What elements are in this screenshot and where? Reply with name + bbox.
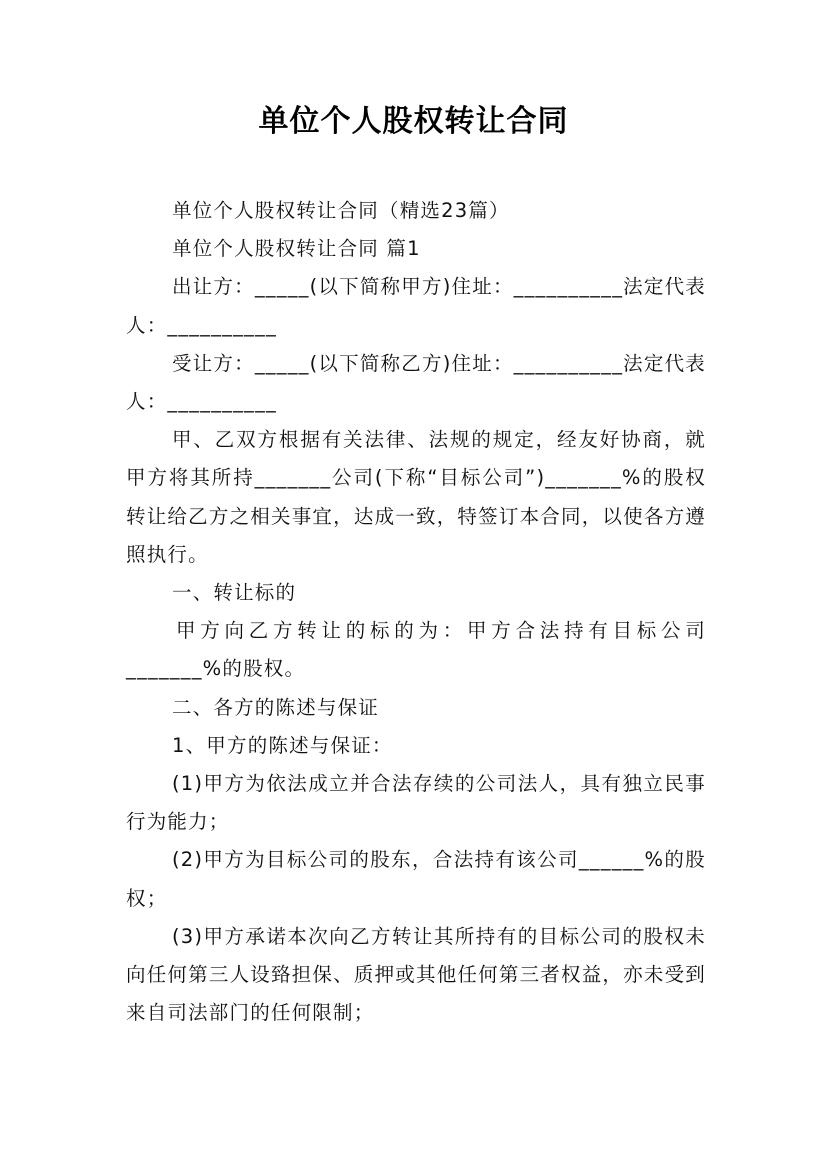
clause-heading-2: 二、各方的陈述与保证 — [172, 695, 380, 719]
transferee-paragraph: 受让方：_____(以下简称乙方)住址：__________法定代表人：__________ — [126, 351, 706, 414]
subtitle-paragraph: 单位个人股权转让合同（精选23篇） — [172, 199, 510, 222]
clause-2-1-item-1: (1)甲方为依法成立并合法存续的公司法人，具有独立民事行为能力； — [126, 772, 706, 834]
document-body — [126, 192, 706, 1032]
preamble-paragraph: 甲、乙双方根据有关法律、法规的规定，经友好协商，就甲方将其所持_______公司(下称“目标公司”)_______%的股权转让给乙方之相关事宜，达成一致，特签订本合同，以使各方遵照执行。 — [126, 428, 706, 566]
clause-2-1-heading: 1、甲方的陈述与保证： — [172, 733, 393, 757]
document-title: 单位个人股权转让合同 — [258, 104, 569, 139]
clause-heading-1: 一、转让标的 — [172, 581, 297, 605]
clause-2-1-item-2: (2)甲方为目标公司的股东，合法持有该公司______%的股权； — [126, 848, 706, 910]
section-heading-paragraph: 单位个人股权转让合同 篇1 — [172, 237, 421, 261]
transferor-paragraph: 出让方：_____(以下简称甲方)住址：__________法定代表人：__________ — [126, 275, 706, 337]
clause-1-paragraph: 甲方向乙方转让的标的为：甲方合法持有目标公司_______%的股权。 — [126, 619, 706, 681]
clause-2-1-item-3: (3)甲方承诺本次向乙方转让其所持有的目标公司的股权未向任何第三人设臵担保、质押或其他任何第三者权益，亦未受到来自司法部门的任何限制； — [126, 924, 706, 1025]
